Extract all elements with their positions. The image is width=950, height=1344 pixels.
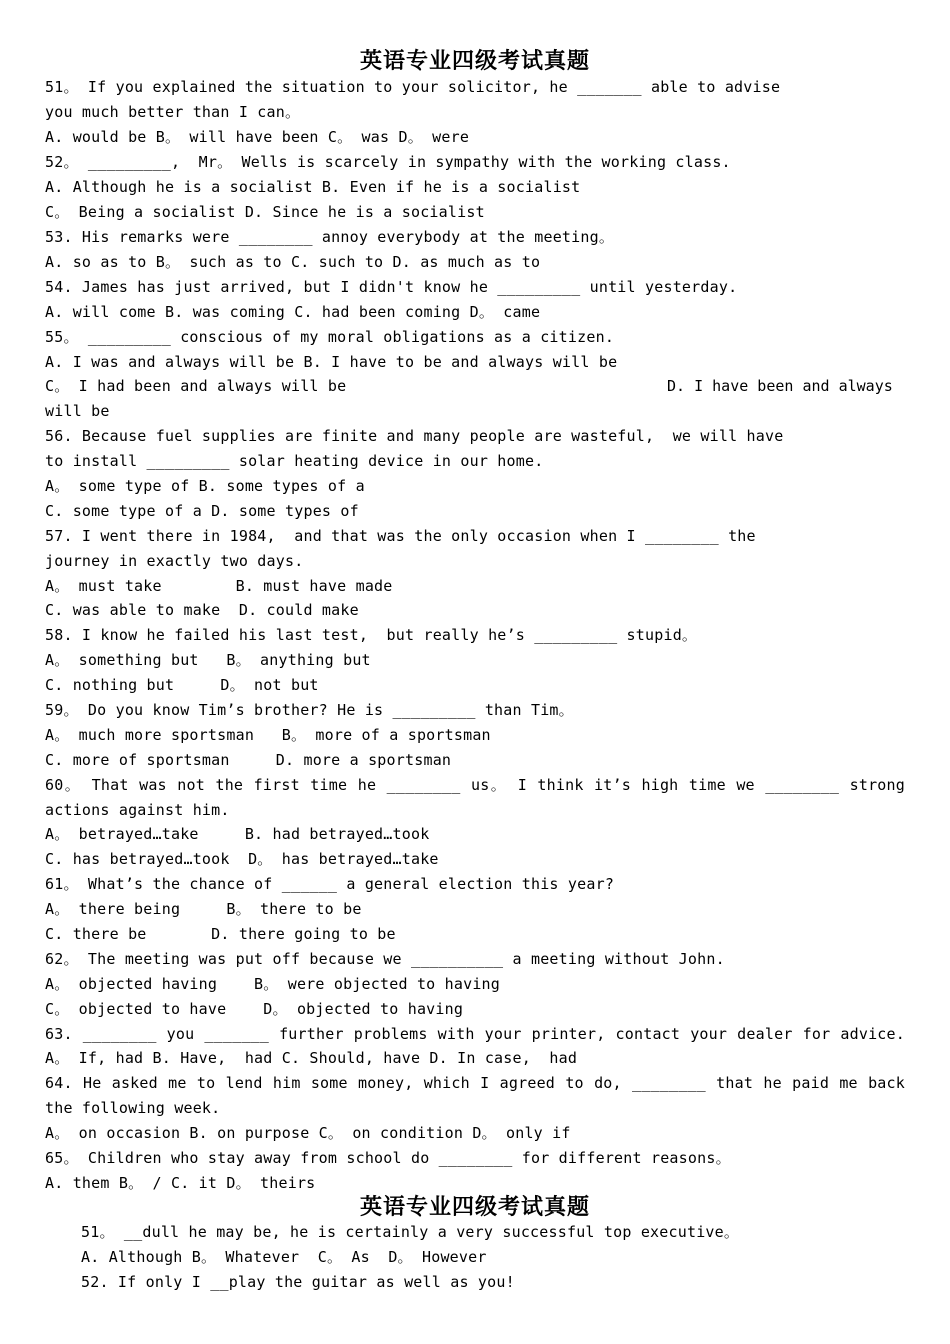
text-line: A。 must take B. must have made bbox=[45, 577, 393, 595]
text-line: C. there be D. there going to be bbox=[45, 925, 396, 943]
text-line: A。 objected having B。 were objected to having bbox=[45, 975, 501, 993]
text-line: 53. His remarks were ________ annoy everybody at the meeting。 bbox=[45, 228, 615, 246]
text-line: 56. Because fuel supplies are finite and many people are wasteful, we will have bbox=[45, 427, 784, 445]
text-line: A。 much more sportsman B。 more of a sportsman bbox=[45, 726, 491, 744]
text-line: 54. James has just arrived, but I didn't know he _________ until yesterday. bbox=[45, 278, 738, 296]
text-line: 51。 If you explained the situation to your solicitor, he _______ able to advise bbox=[45, 78, 781, 96]
text-line: A. I was and always will be B. I have to be and always will be bbox=[45, 353, 618, 371]
text-line: 63. ________ you _______ further problems with your printer, contact your dealer for advice. bbox=[45, 1025, 905, 1043]
text-line: C。 Being a socialist D. Since he is a socialist bbox=[45, 203, 485, 221]
exam-title-second: 英语专业四级考试真题 bbox=[359, 1194, 590, 1220]
text-line: 55。 _________ conscious of my moral obligations as a citizen. bbox=[45, 328, 615, 346]
text-line: will be bbox=[45, 402, 110, 420]
text-line: 65。 Children who stay away from school do ________ for different reasons。 bbox=[45, 1149, 731, 1167]
text-line: 60。 That was not the first time he ________ us。 I think it’s high time we ________ strong bbox=[45, 776, 905, 794]
text-line: 62。 The meeting was put off because we __________ a meeting without John. bbox=[45, 950, 725, 968]
text-line: the following week. bbox=[45, 1099, 221, 1117]
text-line: 58. I know he failed his last test, but really he’s _________ stupid。 bbox=[45, 626, 698, 644]
text-line: 59。 Do you know Tim’s brother? He is _________ than Tim。 bbox=[45, 701, 574, 719]
text-line: C. was able to make D. could make bbox=[45, 601, 359, 619]
text-line: A。 betrayed…take B. had betrayed…took bbox=[45, 825, 430, 843]
text-line: 52。 _________, Mr。 Wells is scarcely in sympathy with the working class. bbox=[45, 153, 731, 171]
text-line: you much better than I can。 bbox=[45, 103, 301, 121]
text-line: A。 some type of B. some types of a bbox=[45, 477, 365, 495]
text-line: to install _________ solar heating device in our home. bbox=[45, 452, 544, 470]
text-line: C. has betrayed…took D。 has betrayed…take bbox=[45, 850, 439, 868]
text-line-option-d: D. I have been and always bbox=[667, 377, 893, 395]
text-line: 52. If only I __play the guitar as well as you! bbox=[81, 1273, 515, 1291]
text-line: actions against him. bbox=[45, 801, 230, 819]
text-line: C。 I had been and always will be bbox=[45, 377, 347, 395]
text-line: A。 on occasion B. on purpose C。 on condition D。 only if bbox=[45, 1124, 571, 1142]
text-line: A. them B。 / C. it D。 theirs bbox=[45, 1174, 316, 1192]
text-line: A。 there being B。 there to be bbox=[45, 900, 362, 918]
text-line: A. Although B。 Whatever C。 As D。 However bbox=[81, 1248, 487, 1266]
exam-title: 英语专业四级考试真题 bbox=[359, 48, 590, 74]
text-line: A。 If, had B. Have, had C. Should, have D. In case, had bbox=[45, 1049, 578, 1067]
text-line: C. some type of a D. some types of bbox=[45, 502, 359, 520]
text-line: 57. I went there in 1984, and that was the only occasion when I ________ the bbox=[45, 527, 756, 545]
text-line: A。 something but B。 anything but bbox=[45, 651, 371, 669]
text-line: A. so as to B。 such as to C. such to D. as much as to bbox=[45, 253, 541, 271]
text-line: 61。 What’s the chance of ______ a general election this year? bbox=[45, 875, 615, 893]
text-line: A. would be B。 will have been C。 was D。 were bbox=[45, 128, 470, 146]
text-line: 51。 __dull he may be, he is certainly a very successful top executive。 bbox=[81, 1223, 740, 1241]
text-line: 64. He asked me to lend him some money, which I agreed to do, ________ that he paid me back bbox=[45, 1074, 905, 1092]
text-line: C. more of sportsman D. more a sportsman bbox=[45, 751, 452, 769]
text-line: A. Although he is a socialist B. Even if he is a socialist bbox=[45, 178, 581, 196]
text-line: C. nothing but D。 not but bbox=[45, 676, 319, 694]
text-line: C。 objected to have D。 objected to having bbox=[45, 1000, 464, 1018]
text-line: journey in exactly two days. bbox=[45, 552, 304, 570]
text-line: A. will come B. was coming C. had been coming D。 came bbox=[45, 303, 541, 321]
